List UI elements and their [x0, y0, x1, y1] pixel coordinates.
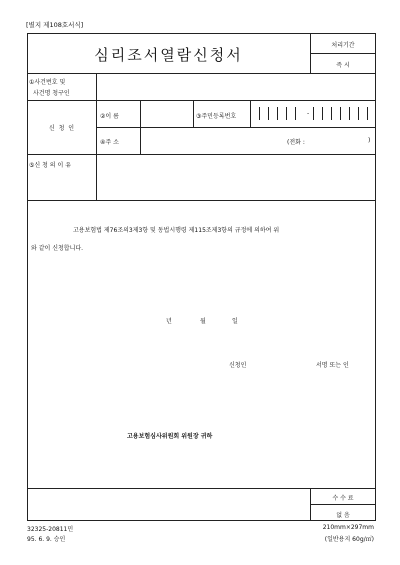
reason-label: ⑤신 청 의 이 유: [29, 162, 71, 169]
form-title: 심리조서열람신청서: [94, 46, 243, 64]
resident-number-label: ③주민등록번호: [196, 113, 237, 120]
resident-number-dash: -: [307, 110, 310, 117]
divider: [96, 127, 376, 128]
resident-number-box[interactable]: [277, 107, 286, 120]
resident-number-box[interactable]: [331, 107, 340, 120]
reason-field[interactable]: [98, 157, 372, 197]
name-label: ②이 름: [100, 113, 119, 120]
case-number-label: ①사건번호 및: [29, 79, 66, 86]
addressee: 고용보험심사위원회 위원장 귀하: [127, 433, 213, 440]
date-day: 일: [232, 318, 238, 325]
name-field[interactable]: [141, 103, 193, 123]
phone-label: (전화 :: [287, 139, 305, 146]
statement-line-1: 고용보험법 제76조의3제3항 및 동법시행령 제115조제3항의 규정에 의하여 위: [73, 227, 280, 234]
resident-number-box[interactable]: [313, 107, 322, 120]
statement-line-2: 와 같이 신청합니다.: [31, 245, 84, 252]
resident-number-box[interactable]: [295, 107, 304, 120]
divider: [27, 488, 376, 489]
paper-size: 210mm×297mm: [322, 524, 374, 531]
form-code: 32325-20811민: [27, 526, 74, 533]
divider: [27, 154, 376, 155]
resident-number-box[interactable]: [268, 107, 277, 120]
resident-number-box[interactable]: [367, 107, 376, 120]
fee-label: 수 수 료: [332, 495, 354, 502]
resident-number-box[interactable]: [250, 107, 259, 120]
case-name-label: 사건명 청구인: [33, 90, 70, 97]
divider: [96, 73, 97, 154]
processing-period-label: 처리기간: [331, 42, 355, 49]
divider: [27, 100, 376, 101]
divider: [27, 200, 376, 201]
resident-number-box[interactable]: [358, 107, 367, 120]
signature-label: 서명 또는 인: [316, 362, 349, 369]
resident-number-box[interactable]: [322, 107, 331, 120]
phone-close: ): [368, 137, 371, 144]
applicant-sign-label: 신청인: [229, 362, 247, 369]
divider: [96, 154, 97, 200]
divider: [27, 73, 376, 74]
date-year: 년: [166, 318, 172, 325]
resident-number-box[interactable]: [349, 107, 358, 120]
divider: [310, 504, 376, 505]
date-month: 월: [200, 318, 206, 325]
approval-date: 95. 6. 9. 승인: [27, 536, 66, 543]
fee-value: 없 음: [336, 512, 350, 519]
address-label: ④주 소: [100, 139, 119, 146]
applicant-label: 신 청 인: [48, 125, 75, 132]
address-field[interactable]: [141, 130, 281, 150]
resident-number-box[interactable]: [259, 107, 268, 120]
processing-period-value: 즉 시: [336, 62, 350, 69]
paper-type: (일반용지 60g/㎡): [324, 536, 374, 543]
form-label: [별지 제108호서식]: [26, 21, 84, 29]
divider: [310, 53, 376, 54]
resident-number-box[interactable]: [340, 107, 349, 120]
resident-number-box[interactable]: [286, 107, 295, 120]
divider: [193, 100, 194, 127]
